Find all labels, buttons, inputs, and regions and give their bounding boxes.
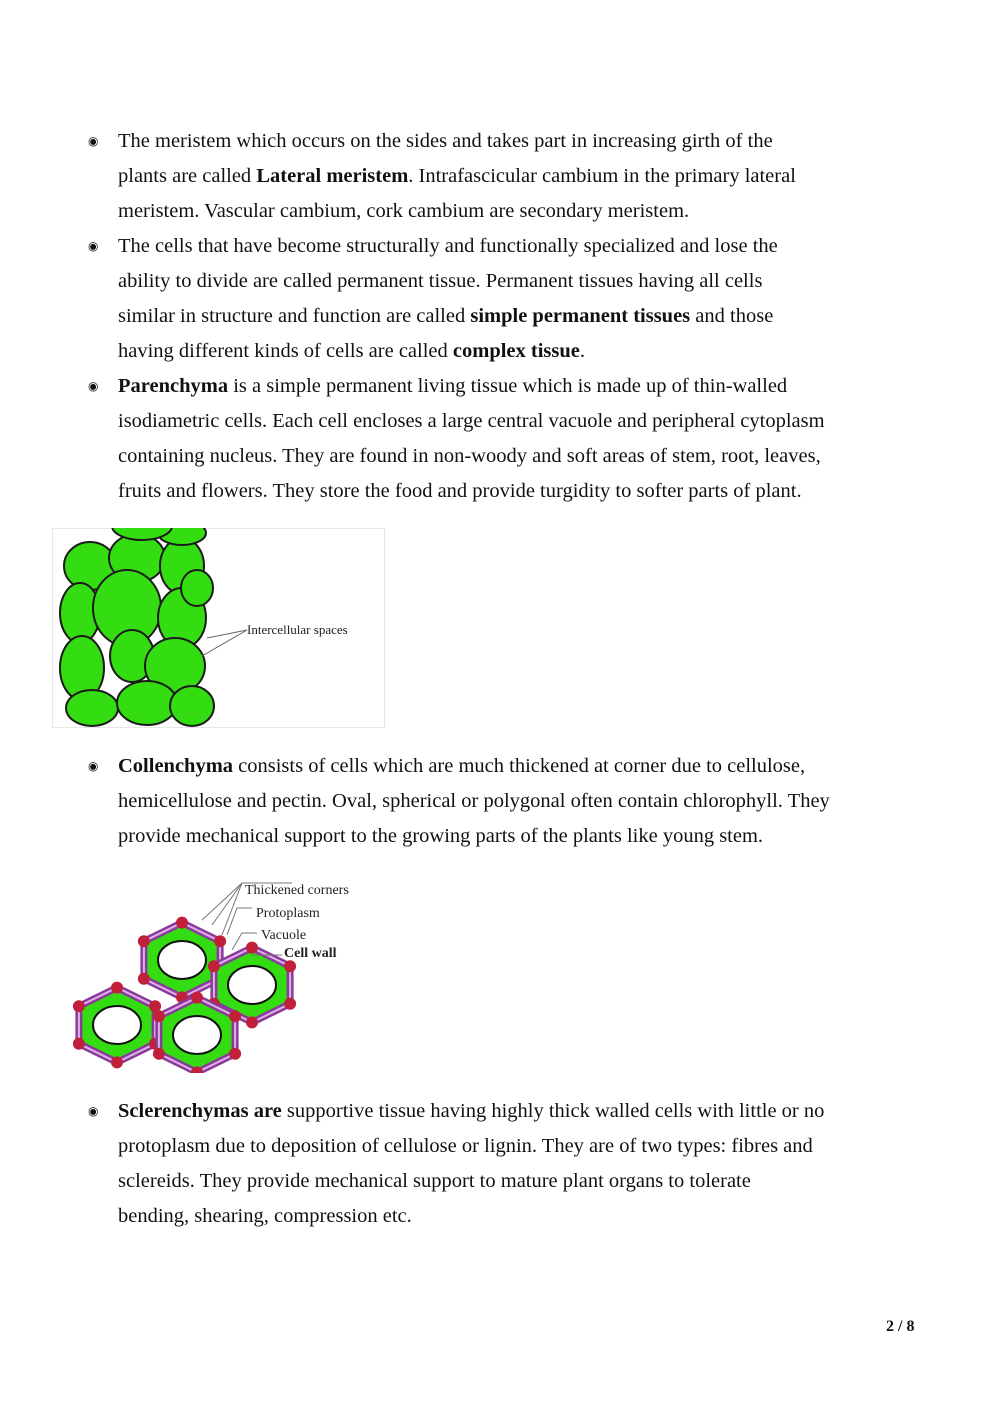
- text-line: [118, 194, 958, 229]
- text-segment: .: [579, 340, 586, 362]
- bullet-icon: ◉: [88, 379, 99, 393]
- text-segment: isodiametric cells. Each cell encloses a large central vacuole and peripheral cytoplasm: [118, 410, 825, 432]
- parenchyma-cell: [170, 686, 214, 726]
- text-segment: having different kinds of cells are called: [118, 340, 453, 362]
- parenchyma-cell: [66, 690, 118, 726]
- bold-term: Lateral meristem: [256, 165, 409, 187]
- text-line: [118, 1164, 958, 1199]
- text-segment: protoplasm due to deposition of cellulose or lignin. They are of two types: fibres and: [118, 1135, 813, 1157]
- text-segment: sclereids. They provide mechanical support to mature plant organs to tolerate: [118, 1170, 751, 1192]
- bold-term: Sclerenchymas are: [118, 1100, 282, 1122]
- text-line: [118, 124, 958, 159]
- bullet-icon: ◉: [88, 1104, 99, 1118]
- cell-wall-label: Cell wall: [284, 946, 337, 961]
- text-segment: The cells that have become structurally and functionally specialized and lose the: [118, 235, 778, 257]
- text-line: [118, 334, 958, 369]
- collenchyma-figure: [52, 875, 408, 1073]
- bullet-paragraph: [88, 1094, 958, 1234]
- protoplasm-label: Protoplasm: [256, 906, 320, 921]
- text-segment: bending, shearing, compression etc.: [118, 1205, 412, 1227]
- bullet-paragraph: [88, 369, 958, 509]
- text-segment: similar in structure and function are called: [118, 305, 471, 327]
- bullet-icon: ◉: [88, 759, 99, 773]
- parenchyma-cell: [181, 570, 213, 606]
- text-segment: supportive tissue having highly thick walled cells with little or no: [281, 1100, 825, 1122]
- bullet-paragraph: [88, 229, 958, 369]
- text-segment: consists of cells which are much thickened at corner due to cellulose,: [233, 755, 806, 777]
- bold-term: Collenchyma: [118, 755, 234, 777]
- bold-term: complex tissue: [452, 340, 580, 362]
- text-line: [118, 439, 958, 474]
- vacuole-label: Vacuole: [261, 928, 307, 943]
- bullet-icon: ◉: [88, 239, 99, 253]
- intercellular-spaces-label: Intercellular spaces: [247, 622, 348, 637]
- text-line: [118, 299, 958, 334]
- text-line: [118, 1199, 958, 1234]
- text-segment: is a simple permanent living tissue which is made up of thin-walled: [228, 375, 788, 397]
- text-segment: containing nucleus. They are found in non-woody and soft areas of stem, root, leaves,: [118, 445, 821, 467]
- bold-term: Parenchyma: [118, 375, 229, 397]
- text-segment: The meristem which occurs on the sides and takes part in increasing girth of the: [118, 130, 773, 152]
- text-line: [118, 404, 958, 439]
- text-segment: plants are called: [118, 165, 257, 187]
- text-line: [118, 369, 958, 404]
- text-segment: provide mechanical support to the growing parts of the plants like young stem.: [118, 825, 764, 847]
- parenchyma-cell: [117, 681, 177, 725]
- bold-term: simple permanent tissues: [470, 305, 691, 327]
- text-line: [118, 1129, 958, 1164]
- text-line: [118, 264, 958, 299]
- text-segment: . Intrafascicular cambium in the primary lateral: [408, 165, 796, 187]
- text-line: [118, 749, 958, 784]
- bullet-icon: ◉: [88, 134, 99, 148]
- text-line: [118, 784, 958, 819]
- text-line: [118, 819, 958, 854]
- parenchyma-figure: [52, 528, 385, 728]
- text-line: [118, 1094, 958, 1129]
- text-segment: fruits and flowers. They store the food and provide turgidity to softer parts of plant.: [118, 480, 802, 502]
- text-segment: meristem. Vascular cambium, cork cambium are secondary meristem.: [118, 200, 690, 222]
- bullet-paragraph: [88, 749, 958, 854]
- page-number: 2 / 8: [886, 1318, 915, 1335]
- collenchyma-cell: [73, 982, 161, 1069]
- text-line: [118, 474, 958, 509]
- text-line: [118, 159, 958, 194]
- thickened-corners-label: Thickened corners: [245, 883, 349, 898]
- bullet-paragraph: [88, 124, 958, 229]
- text-line: [118, 229, 958, 264]
- text-segment: hemicellulose and pectin. Oval, spherical or polygonal often contain chlorophyll. They: [118, 790, 830, 812]
- text-segment: and those: [690, 305, 774, 327]
- text-segment: ability to divide are called permanent tissue. Permanent tissues having all cells: [118, 270, 763, 292]
